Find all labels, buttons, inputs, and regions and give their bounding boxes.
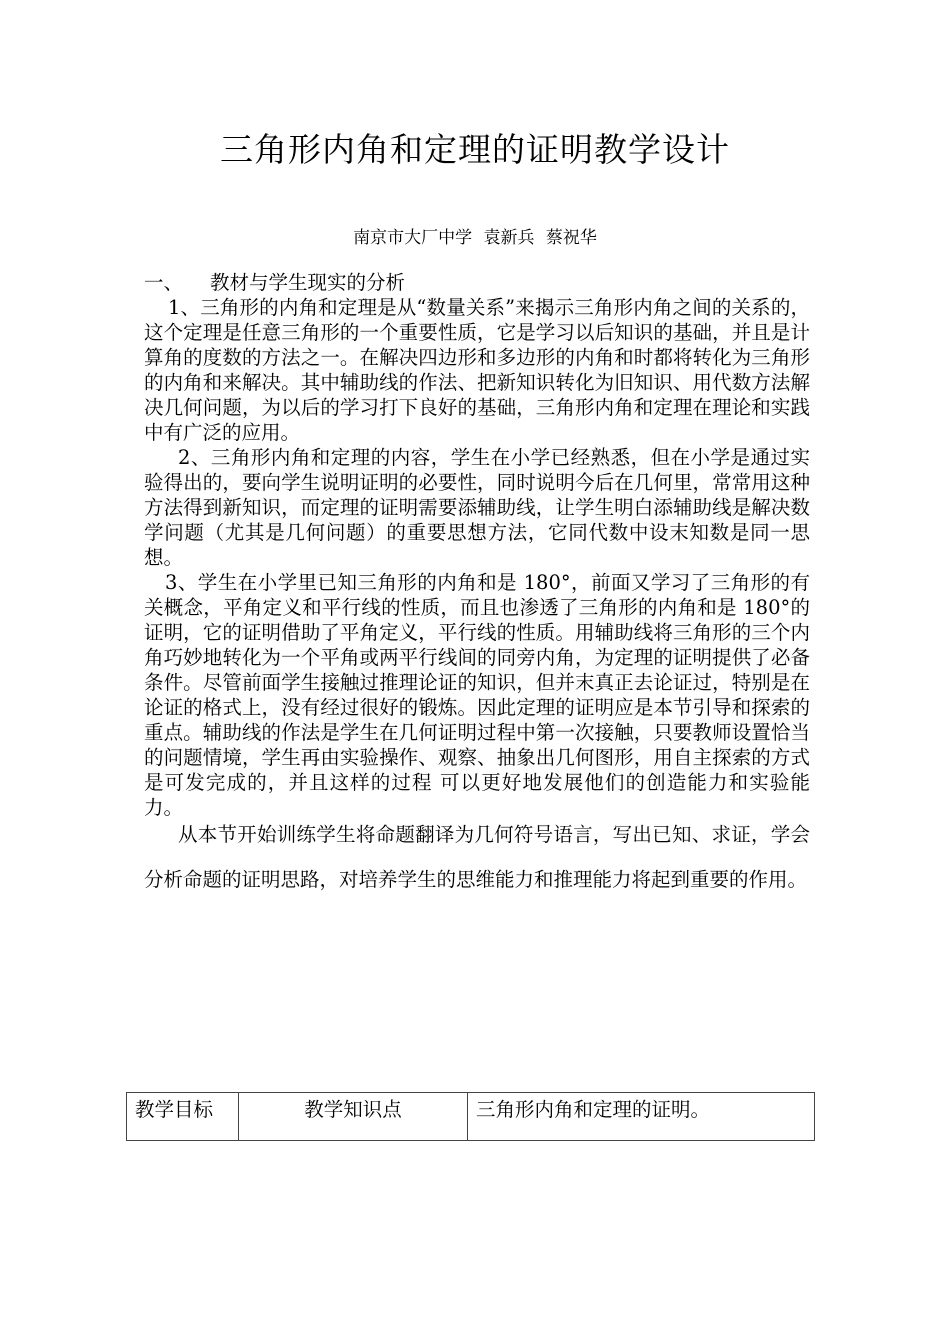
- author-line: [0, 226, 950, 250]
- section-title: 教材与学生现实的分析: [210, 271, 406, 294]
- paragraph: 3、学生在小学里已知三角形的内角和是 180°，前面又学习了三角形的有关概念，平角定义和平行线的性质，而且也渗透了三角形的内角和是 180°的证明，它的证明借助了平角定义，平行线的性质。用辅助线将三角形的三个内角巧妙地转化为一个平角或两平行线间的同旁内角，为定理的证明提供了必备条件。尽管前面学生接触过推理论证的知识，但并末真正去论证过，特别是在论证的格式上，没有经过很好的锻炼。因此定理的证明应是本节引导和探索的重点。辅助线的作法是学生在几何证明过程中第一次接触，只要教师设置恰当的问题情境，学生再由实验操作、观察、抽象出几何图形，用自主探索的方式是可发完成的，并且这样的过程 可以更好地发展他们的创造能力和实验能力。: [144, 571, 810, 819]
- document-title: 三角形内角和定理的证明教学设计: [220, 130, 730, 169]
- section-number: 一、: [144, 271, 184, 294]
- paragraph: 1、三角形的内角和定理是从“数量关系”来揭示三角形内角之间的关系的，这个定理是任意三角形的一个重要性质，它是学习以后知识的基础，并且是计算角的度数的方法之一。在解决四边形和多边形的内角和时都将转化为三角形的内角和来解决。其中辅助线的作法、把新知识转化为旧知识、用代数方法解决几何问题，为以后的学习打下良好的基础，三角形内角和定理在理论和实践中有广泛的应用。: [144, 296, 810, 444]
- document-body: [144, 270, 810, 902]
- school-name: 南京市大厂中学: [353, 228, 473, 248]
- table-cell: 教学知识点: [239, 1093, 468, 1141]
- paragraph: 从本节开始训练学生将命题翻译为几何符号语言，写出已知、求证，学会分析命题的证明思路，对培养学生的思维能力和推理能力将起到重要的作用。: [144, 823, 810, 891]
- author-name: 袁新兵: [483, 228, 535, 248]
- table-row: [127, 1093, 815, 1141]
- section-heading: [144, 270, 810, 295]
- table-cell: 三角形内角和定理的证明。: [468, 1093, 815, 1141]
- author-name: 蔡祝华: [545, 228, 597, 248]
- table-cell: 教学目标: [127, 1093, 239, 1141]
- paragraph: 2、三角形内角和定理的内容，学生在小学已经熟悉，但在小学是通过实验得出的，要向学生说明证明的必要性，同时说明今后在几何里，常常用这种方法得到新知识，而定理的证明需要添辅助线，让学生明白添辅助线是解决数学问题（尤其是几何问题）的重要思想方法，它同代数中设末知数是同一思想。: [144, 446, 810, 569]
- teaching-table: [126, 1092, 815, 1141]
